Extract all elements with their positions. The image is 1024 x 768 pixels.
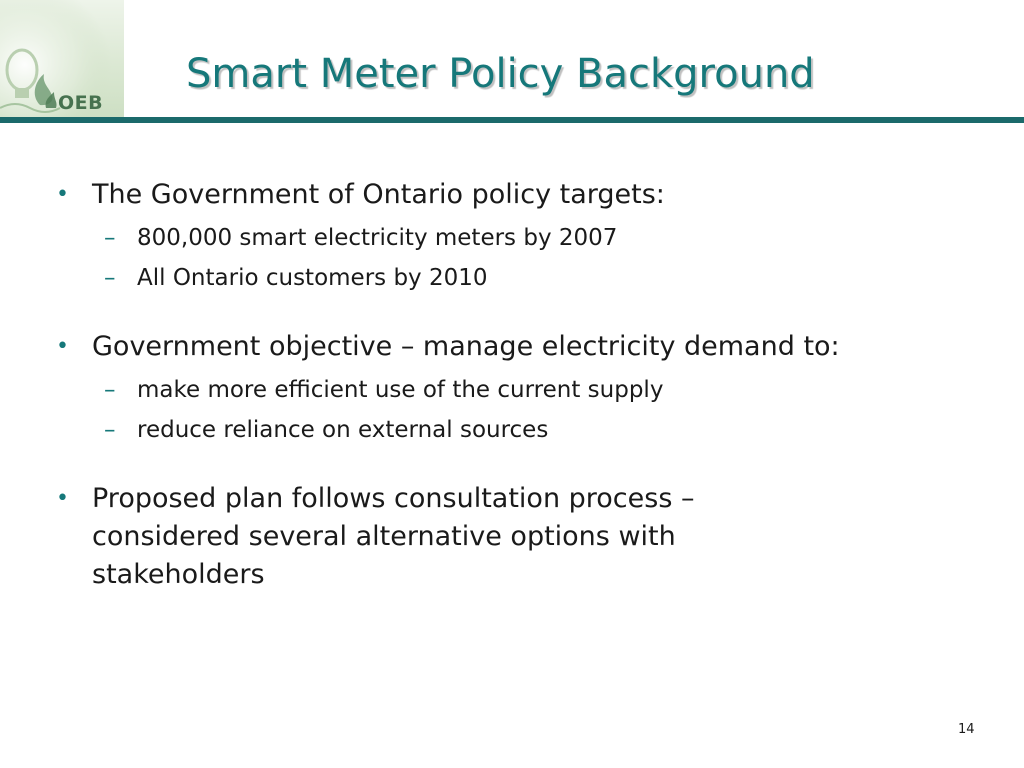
sub-bullet-list bbox=[52, 218, 992, 298]
sub-bullet-text: All Ontario customers by 2010 bbox=[137, 265, 488, 291]
logo-text: OEB bbox=[58, 92, 104, 114]
bullet-list bbox=[52, 176, 992, 624]
sub-bullet-text: 800,000 smart electricity meters by 2007 bbox=[137, 225, 618, 251]
sub-bullet-text: reduce reliance on external sources bbox=[137, 417, 549, 443]
sub-bullet-dash-icon: – bbox=[104, 377, 116, 403]
bullet-text: Government objective – manage electricity demand to: bbox=[92, 331, 840, 362]
sub-bullet-list bbox=[52, 370, 992, 450]
bullet-group bbox=[52, 328, 992, 450]
bullet-text: The Government of Ontario policy targets: bbox=[92, 179, 665, 210]
bullet-text: Proposed plan follows consultation process – considered several alternative options with stakeholders bbox=[92, 483, 695, 590]
page-number: 14 bbox=[958, 722, 975, 737]
bullet-item bbox=[52, 480, 992, 594]
bullet-item bbox=[52, 176, 992, 214]
title-divider bbox=[0, 117, 1024, 123]
sub-bullet-dash-icon: – bbox=[104, 417, 116, 443]
slide-title: Smart Meter Policy Background bbox=[186, 51, 815, 97]
bullet-group bbox=[52, 176, 992, 298]
oeb-logo bbox=[0, 0, 124, 118]
sub-bullet-item bbox=[52, 218, 992, 258]
sub-bullet-dash-icon: – bbox=[104, 265, 116, 291]
bullet-dot-icon: • bbox=[56, 182, 69, 207]
bullet-item bbox=[52, 328, 992, 366]
sub-bullet-item bbox=[52, 258, 992, 298]
sub-bullet-item bbox=[52, 410, 992, 450]
bullet-dot-icon: • bbox=[56, 486, 69, 511]
sub-bullet-item bbox=[52, 370, 992, 410]
bullet-dot-icon: • bbox=[56, 334, 69, 359]
sub-bullet-dash-icon: – bbox=[104, 225, 116, 251]
bullet-group bbox=[52, 480, 992, 594]
sub-bullet-text: make more efficient use of the current supply bbox=[137, 377, 664, 403]
